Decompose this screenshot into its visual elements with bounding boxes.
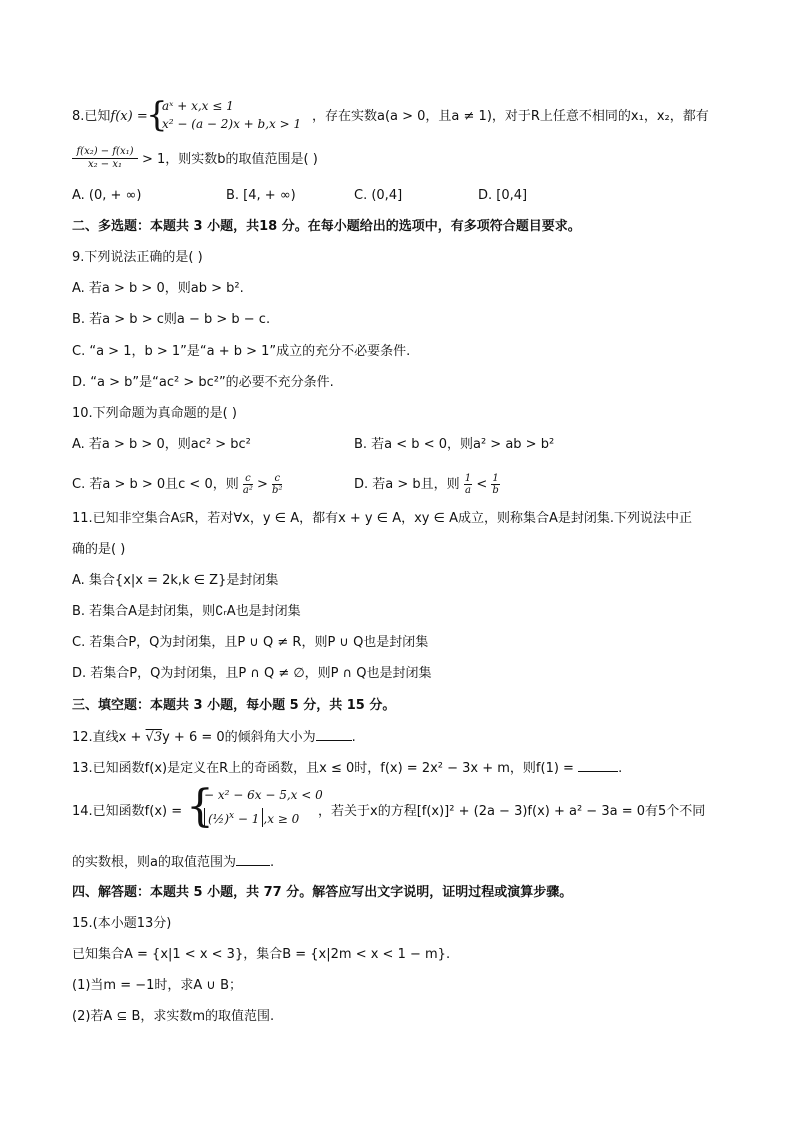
q10-c-right-den: b² — [272, 485, 283, 496]
q14-line2-text: 的实数根，则a的取值范围为 — [72, 855, 236, 870]
q10-d-right-num: 1 — [492, 473, 499, 484]
q8-cond: > 1，则实数b的取值范围是( ) — [142, 152, 318, 167]
q10-option-c-right-frac — [272, 473, 282, 496]
q8-fraction — [72, 146, 138, 171]
q14-piece2-rest: − 1 — [234, 812, 260, 826]
q10-option-d — [354, 473, 500, 496]
q12-end: . — [351, 730, 356, 745]
q10-option-d-pre: D. 若a > b且，则 — [354, 477, 460, 492]
q8-option-c: C. (0,4] — [354, 188, 403, 203]
q14-tail: ，若关于x的方程[f(x)]² + (2a − 3)f(x) + a² − 3a = 0有5个不同 — [318, 804, 706, 819]
q10-d-left-num: 1 — [464, 473, 472, 484]
q10-c-left-num: c — [243, 473, 253, 485]
q15-head: 15.(本小题13分) — [72, 916, 172, 931]
q12-answer-blank[interactable] — [316, 728, 352, 741]
q14-piece2-cond: ,x ≥ 0 — [263, 812, 300, 826]
q14-piece2-base: (½) — [208, 812, 229, 826]
q9-stem: 9.下列说法正确的是( ) — [72, 250, 203, 265]
q8-line1 — [72, 108, 148, 126]
q8-option-a: A. (0, + ∞) — [72, 188, 142, 203]
q9-option-c: C. “a > 1，b > 1”是“a + b > 1”成立的充分不必要条件. — [72, 344, 411, 359]
q12-pre: 12.直线x + — [72, 730, 146, 745]
q14-brace: { — [186, 781, 214, 832]
q10-option-c-pre: C. 若a > b > 0且c < 0，则 — [72, 477, 239, 492]
q13-answer-blank[interactable] — [578, 759, 618, 772]
q8-frac-num: f(x₂) − f(x₁) — [72, 146, 138, 159]
q8-frac-den: x₂ − x₁ — [87, 159, 123, 170]
q9-option-d: D. “a > b”是“ac² > bc²”的必要不充分条件. — [72, 375, 334, 390]
q9-option-b: B. 若a > b > c则a − b > b − c. — [72, 312, 271, 327]
q10-c-left-den: a² — [242, 485, 253, 496]
q10-d-mid: < — [476, 477, 488, 492]
q8-tail: ，存在实数a(a > 0，且a ≠ 1)，对于R上任意不相同的x₁，x₂，都有 — [312, 109, 709, 124]
q10-option-a: A. 若a > b > 0，则ac² > bc² — [72, 437, 251, 452]
q14-piece2-exp: x — [229, 811, 235, 821]
q10-stem: 10.下列命题为真命题的是( ) — [72, 406, 237, 421]
q15-part2: (2)若A ⊆ B，求实数m的取值范围. — [72, 1009, 275, 1024]
q14-piece2 — [204, 808, 299, 828]
q8-func: f(x) = — [110, 109, 148, 124]
q10-c-right-num: c — [272, 473, 282, 485]
q14-piece1: − x² − 6x − 5,x < 0 — [204, 788, 323, 802]
q15-part1: (1)当m = −1时，求A ∪ B； — [72, 978, 242, 993]
q13-end: . — [618, 761, 623, 776]
q8-option-d: D. [0,4] — [478, 188, 528, 203]
q12-line — [72, 728, 356, 747]
q10-option-d-left-frac — [464, 473, 472, 496]
q11-option-c: C. 若集合P，Q为封闭集，且P ∪ Q ≠ R，则P ∪ Q也是封闭集 — [72, 635, 429, 650]
q15-stem: 已知集合A = {x|1 < x < 3}，集合B = {x|2m < x < 1 − m}. — [72, 947, 451, 962]
q8-option-b: B. [4, + ∞) — [226, 188, 296, 203]
q12-post: y + 6 = 0的倾斜角大小为 — [162, 730, 316, 745]
q11-option-a: A. 集合{x|x = 2k,k ∈ Z}是封闭集 — [72, 573, 279, 588]
q8-piece2: x² − (a − 2)x + b,x > 1 — [162, 117, 302, 131]
q14-abs — [204, 808, 263, 827]
q10-option-b: B. 若a < b < 0，则a² > ab > b² — [354, 437, 555, 452]
q14-end: . — [269, 855, 275, 870]
q10-d-right-den: b — [492, 485, 499, 496]
q13-pre: 13.已知函数f(x)是定义在R上的奇函数，且x ≤ 0时，f(x) = 2x² − 3x + m，则f(1) = — [72, 761, 574, 776]
q10-option-d-right-frac — [491, 473, 499, 496]
q8-piece1: aˣ + x,x ≤ 1 — [162, 99, 234, 113]
q10-option-c-left-frac — [243, 473, 253, 496]
section2-heading: 二、多选题：本题共 3 小题，共18 分。在每小题给出的选项中，有多项符合题目要求。 — [72, 219, 581, 234]
q14-line2 — [72, 853, 274, 872]
q11-stem-line2: 确的是( ) — [72, 542, 126, 557]
q8-prefix: 8.已知 — [72, 109, 111, 124]
q8-brace: { — [146, 95, 168, 135]
q10-c-mid: > — [257, 477, 268, 492]
q9-option-a: A. 若a > b > 0，则ab > b². — [72, 281, 244, 296]
q12-sqrt: √3 — [145, 730, 163, 745]
section3-heading: 三、填空题：本题共 3 小题，每小题 5 分，共 15 分。 — [72, 698, 396, 713]
q11-option-b: B. 若集合A是封闭集，则∁ᵣA也是封闭集 — [72, 604, 301, 619]
section4-heading: 四、解答题：本题共 5 小题，共 77 分。解答应写出文字说明，证明过程或演算步骤。 — [72, 885, 573, 900]
q10-d-left-den: a — [465, 485, 471, 496]
q11-option-d: D. 若集合P，Q为封闭集，且P ∩ Q ≠ ∅，则P ∩ Q也是封闭集 — [72, 666, 432, 681]
q10-option-c — [72, 473, 282, 496]
q14-answer-blank[interactable] — [236, 853, 270, 866]
q13-line — [72, 759, 622, 778]
q11-stem-line1: 11.已知非空集合A⫋R，若对∀x，y ∈ A，都有x + y ∈ A，xy ∈ A成立，则称集合A是封闭集.下列说法中正 — [72, 511, 693, 526]
q14-prefix: 14.已知函数f(x) = — [72, 804, 183, 819]
